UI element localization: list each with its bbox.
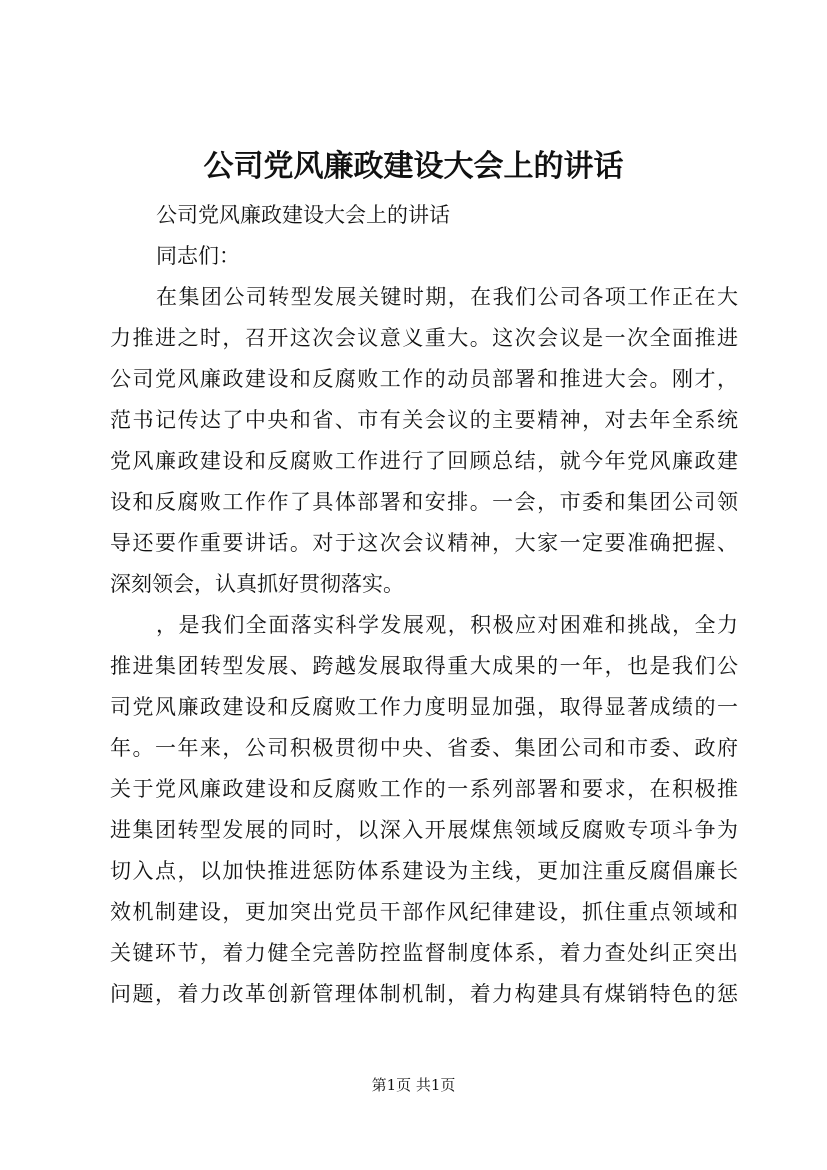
paragraph-line: 设和反腐败工作作了具体部署和安排。一会，市委和集团公司领 [110,490,738,514]
subtitle-line: 公司党风廉政建设大会上的讲话 [156,203,450,227]
paragraph-line: 进集团转型发展的同时，以深入开展煤焦领域反腐败专项斗争为 [110,818,738,842]
paragraph-line: 年。一年来，公司积极贯彻中央、省委、集团公司和市委、政府 [110,736,738,760]
paragraph-line: 司党风廉政建设和反腐败工作力度明显加强，取得显著成绩的一 [110,695,738,719]
paragraph-line: 力推进之时，召开这次会议意义重大。这次会议是一次全面推进 [110,326,738,350]
document-title: 公司党风廉政建设大会上的讲话 [203,149,624,184]
paragraph-line: 导还要作重要讲话。对于这次会议精神，大家一定要准确把握、 [110,531,738,555]
paragraph-line: 公司党风廉政建设和反腐败工作的动员部署和推进大会。刚才， [110,367,738,391]
paragraph-line: ，是我们全面落实科学发展观，积极应对困难和挑战，全力 [156,613,738,637]
paragraph-line: 关于党风廉政建设和反腐败工作的一系列部署和要求，在积极推 [110,777,738,801]
paragraph-line: 范书记传达了中央和省、市有关会议的主要精神，对去年全系统 [110,408,738,432]
paragraph-line: 在集团公司转型发展关键时期，在我们公司各项工作正在大 [156,285,738,309]
paragraph-line: 效机制建设，更加突出党员干部作风纪律建设，抓住重点领域和 [110,900,738,924]
paragraph-line: 问题，着力改革创新管理体制机制，着力构建具有煤销特色的惩 [110,982,738,1006]
salutation-line: 同志们： [156,244,240,268]
paragraph-line: 深刻领会，认真抓好贯彻落实。 [110,572,404,596]
paragraph-line: 推进集团转型发展、跨越发展取得重大成果的一年，也是我们公 [110,654,738,678]
paragraph-line: 切入点，以加快推进惩防体系建设为主线，更加注重反腐倡廉长 [110,859,738,883]
paragraph-line: 关键环节，着力健全完善防控监督制度体系，着力查处纠正突出 [110,941,738,965]
document-body [110,195,738,1015]
page-footer: 第1页 共1页 [371,1076,456,1094]
paragraph-line: 党风廉政建设和反腐败工作进行了回顾总结，就今年党风廉政建 [110,449,738,473]
